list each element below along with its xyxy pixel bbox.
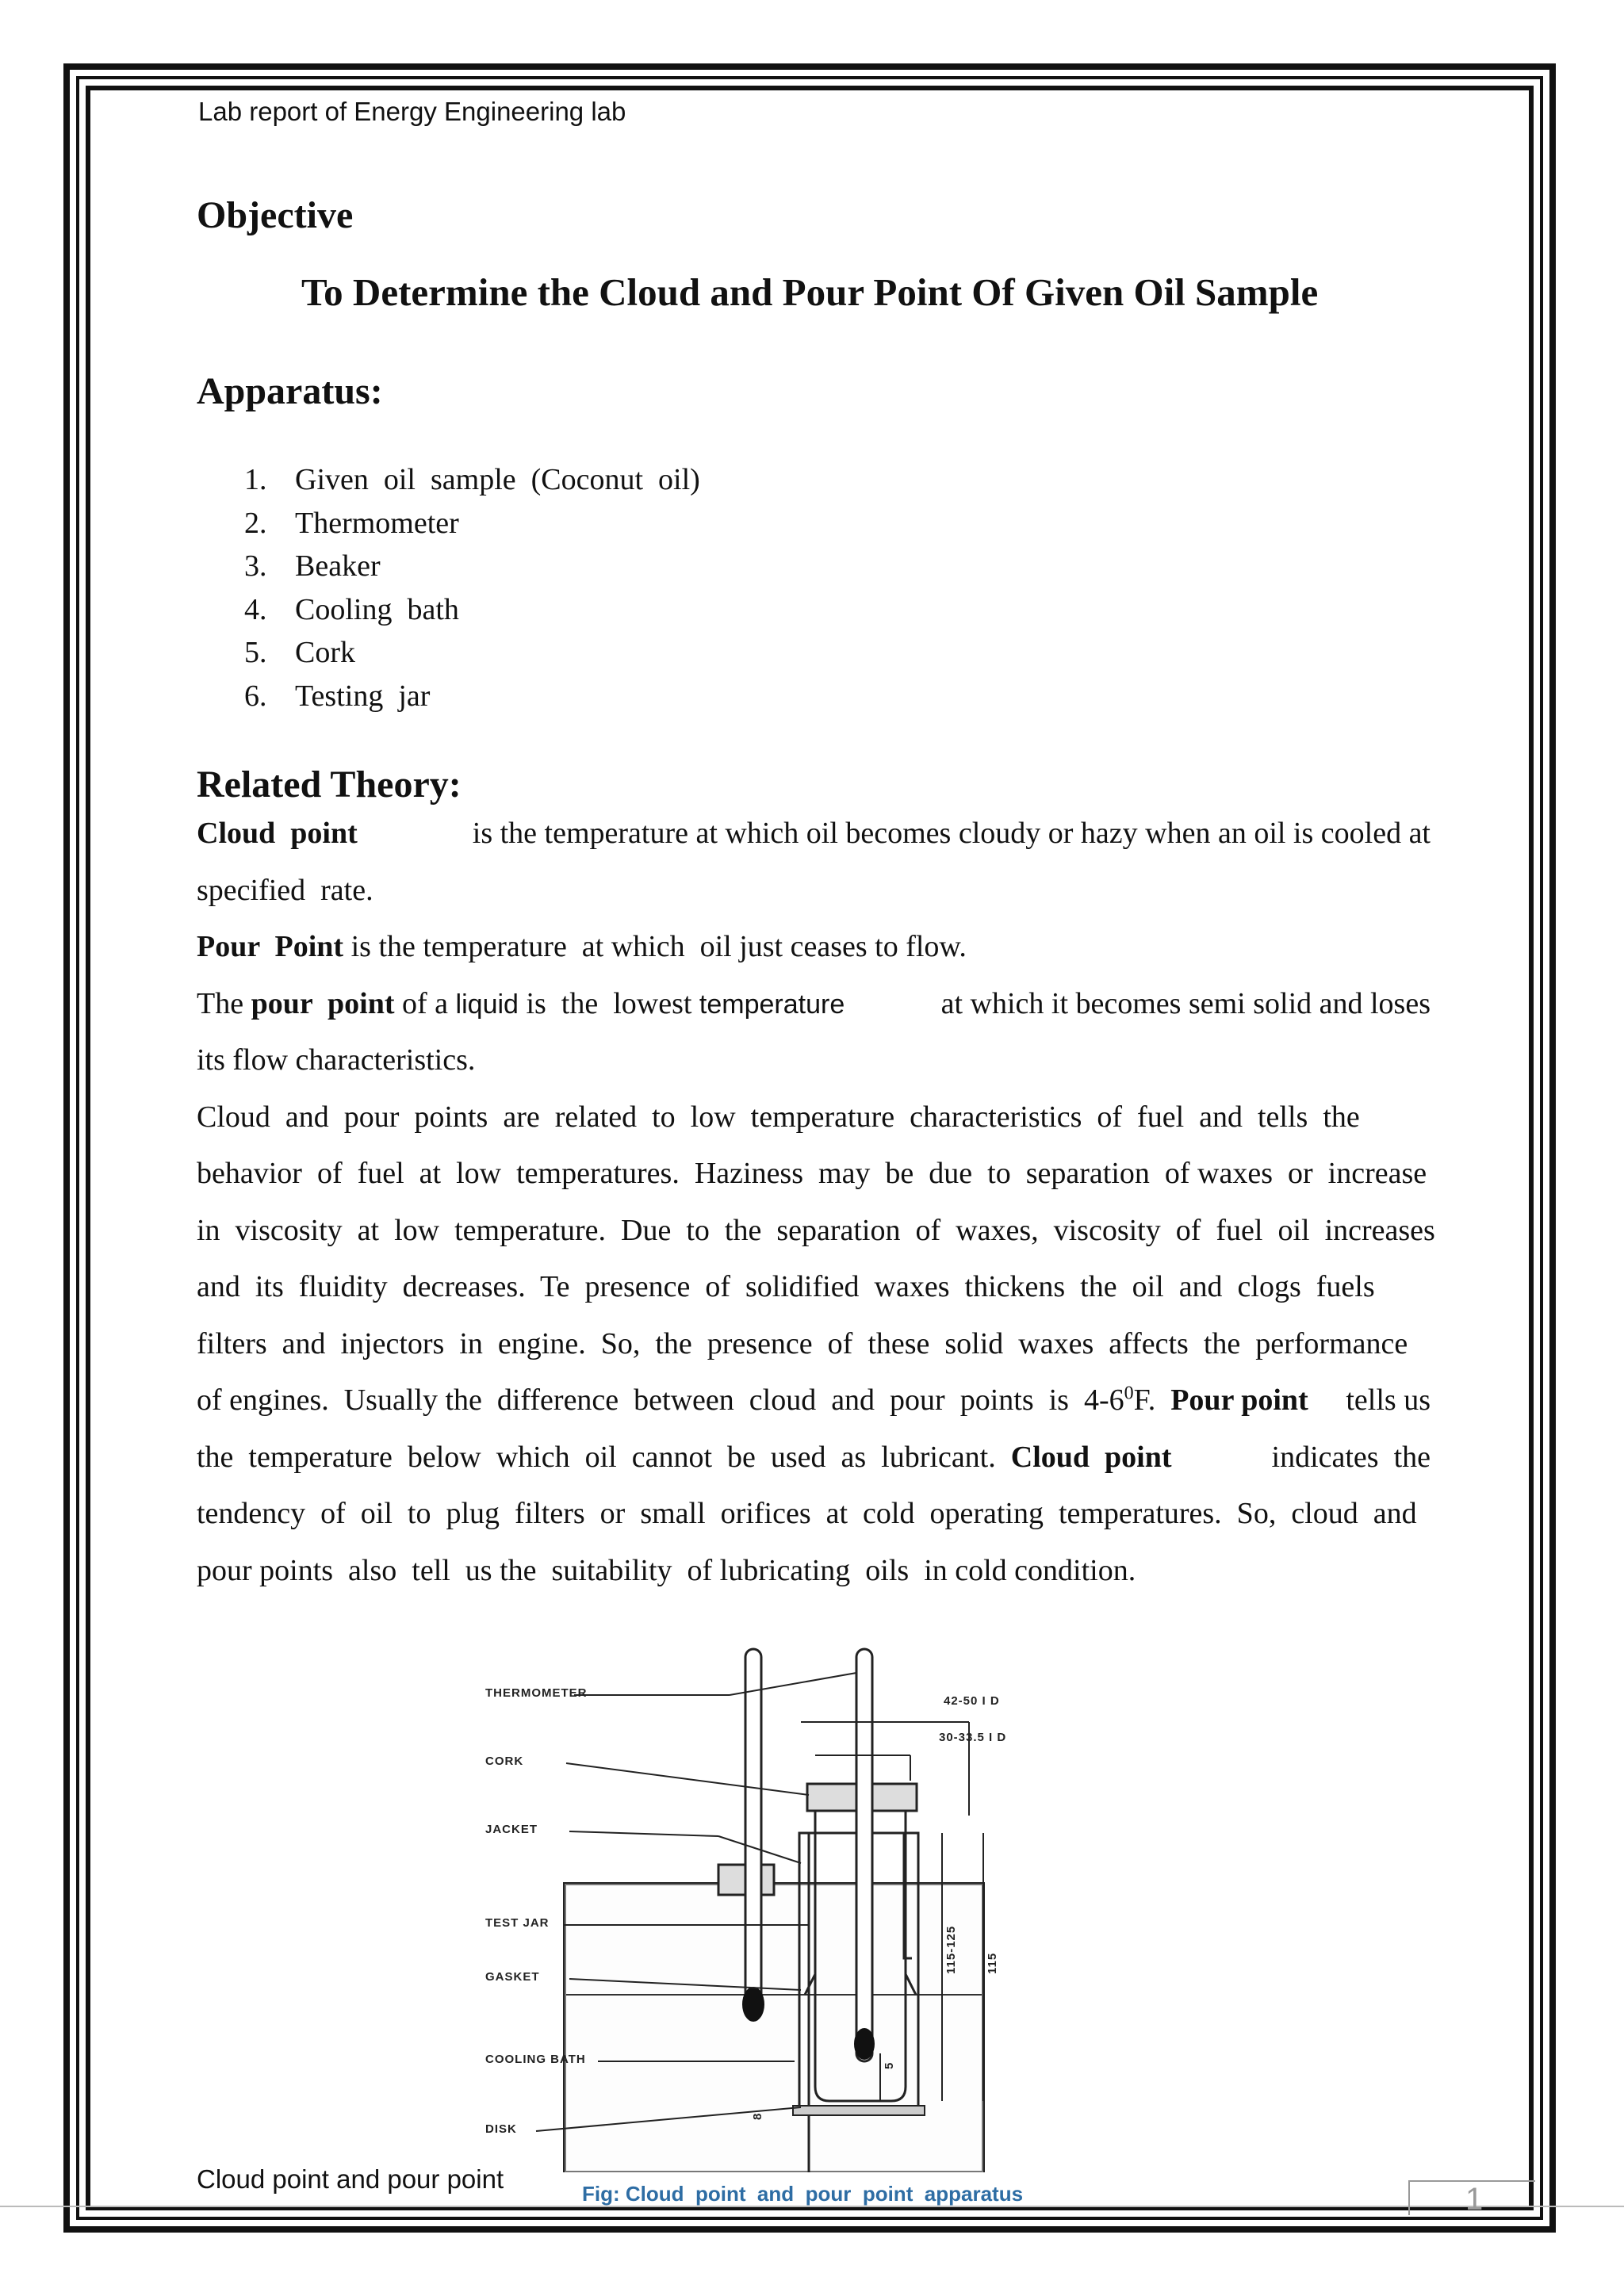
- text-fragment: [197, 976, 845, 1033]
- paragraph-line: and its fluidity decreases. Te presence of solidified waxes thickens the oil and clogs fuels: [197, 1270, 1375, 1303]
- list-number: 1.: [244, 463, 267, 496]
- disk: [793, 2106, 925, 2115]
- text-is-the: is the lowest: [526, 986, 692, 1020]
- dim-inner-id: 30-33.5 I D: [939, 1731, 1007, 1744]
- footer-text: Cloud point and pour point: [197, 2164, 504, 2194]
- text-fragment: [197, 1372, 1308, 1429]
- paragraph-line: pour points also tell us the suitability of lubricating oils in cold condition.: [197, 1553, 1136, 1587]
- text-fragment-rest: indicates the: [1271, 1440, 1431, 1474]
- cloud-point-definition: [197, 806, 1431, 863]
- cloud-point-definition-text: is the temperature at which oil becomes cloudy or hazy when an oil is cooled at: [472, 817, 1431, 850]
- paragraph-line: filters and injectors in engine. So, the presence of these solid waxes affects the performance: [197, 1326, 1408, 1360]
- pour-point-definition: [197, 919, 1431, 976]
- label-cork: CORK: [485, 1755, 524, 1768]
- text-fragment: [197, 1429, 1172, 1487]
- list-text: Given oil sample (Coconut oil): [295, 463, 700, 496]
- cooling-bath-fill: [565, 1884, 983, 2172]
- right-thermometer: [856, 1649, 872, 2061]
- paragraph-line: tendency of oil to plug filters or small orifices at cold operating temperatures. So, cloud and: [197, 1497, 1417, 1530]
- label-gasket: GASKET: [485, 1970, 540, 1984]
- objective-heading: Objective: [197, 194, 354, 236]
- list-item: [244, 545, 700, 588]
- pour-point-term: pour point: [251, 986, 395, 1020]
- pour-point-term: Pour Point: [197, 930, 344, 963]
- liquid-term: liquid: [455, 989, 519, 1020]
- paragraph-line: Cloud and pour points are related to low temperature characteristics of fuel and tells the: [197, 1100, 1360, 1134]
- list-text: Testing jar: [295, 679, 431, 713]
- list-text: Beaker: [295, 549, 381, 583]
- text-post: F.: [1133, 1383, 1156, 1417]
- text-pre: of engines. Usually the difference between cloud and pour points is 4-6: [197, 1383, 1124, 1417]
- pour-point-definition-2-cont: its flow characteristics.: [197, 1043, 476, 1077]
- dim-small1: 5: [883, 2061, 896, 2069]
- dim-outer-id: 42-50 I D: [944, 1694, 1000, 1708]
- cloud-point-term: Cloud point: [1010, 1440, 1172, 1474]
- right-thermometer-bulb: [854, 2028, 875, 2060]
- apparatus-list: [244, 458, 700, 718]
- paragraph-line: in viscosity at low temperature. Due to the separation of waxes, viscosity of fuel oil increases: [197, 1213, 1435, 1247]
- list-item: [244, 458, 700, 502]
- text-of: of a: [402, 986, 449, 1020]
- list-text: Cork: [295, 636, 355, 669]
- paragraph-line: [197, 1372, 1431, 1429]
- text-fragment-rest: tells us: [1346, 1383, 1431, 1417]
- document-title: To Determine the Cloud and Pour Point Of Given Oil Sample: [301, 270, 1319, 314]
- dim-height2: 115: [986, 1952, 999, 1974]
- apparatus-diagram: [468, 1625, 1055, 2172]
- temperature-term: temperature: [699, 989, 845, 1020]
- list-number: 3.: [244, 549, 267, 583]
- label-disk: DISK: [485, 2122, 517, 2136]
- list-number: 6.: [244, 679, 267, 713]
- list-item: [244, 502, 700, 545]
- left-thermometer: [745, 1649, 761, 2009]
- list-number: 2.: [244, 506, 267, 540]
- theory-body: [197, 806, 1435, 1599]
- pour-point-definition-2: [197, 976, 1431, 1033]
- list-text: Thermometer: [295, 506, 459, 540]
- cloud-point-definition-cont: specified rate.: [197, 873, 373, 907]
- label-cooling-bath: COOLING BATH: [485, 2053, 586, 2066]
- figure-caption: Fig: Cloud point and pour point apparatus: [582, 2182, 1024, 2206]
- leader-cork: [566, 1763, 809, 1795]
- dim-small2: 8: [751, 2112, 764, 2120]
- paragraph-line: [197, 1429, 1431, 1487]
- pour-point-term: Pour point: [1170, 1383, 1308, 1417]
- left-thermometer-bulb: [742, 1987, 764, 2022]
- leader-jacket: [569, 1831, 718, 1836]
- list-number: 4.: [244, 592, 267, 626]
- pour-point-definition-text: is the temperature at which oil just ceases to flow.: [350, 930, 967, 963]
- text-pre: The: [197, 986, 244, 1020]
- label-test-jar: TEST JAR: [485, 1916, 550, 1930]
- list-item: [244, 631, 700, 675]
- cloud-point-term: Cloud point: [197, 817, 358, 850]
- list-text: Cooling bath: [295, 592, 459, 626]
- dim-height1: 115-125: [944, 1925, 958, 1974]
- apparatus-heading: Apparatus:: [197, 370, 383, 412]
- text-fragment-rest: at which it becomes semi solid and loses: [940, 986, 1431, 1020]
- paragraph-line: behavior of fuel at low temperatures. Haziness may be due to separation of waxes or increase: [197, 1157, 1427, 1190]
- label-thermometer: THERMOMETER: [485, 1686, 588, 1700]
- list-item: [244, 675, 700, 718]
- text-pre: the temperature below which oil cannot be used as lubricant.: [197, 1440, 996, 1474]
- superscript: 0: [1124, 1383, 1134, 1404]
- theory-heading: Related Theory:: [197, 763, 462, 806]
- page-header: Lab report of Energy Engineering lab: [198, 97, 626, 126]
- label-jacket: JACKET: [485, 1823, 538, 1836]
- list-item: [244, 588, 700, 632]
- page-number: 1: [1465, 2182, 1484, 2217]
- list-number: 5.: [244, 636, 267, 669]
